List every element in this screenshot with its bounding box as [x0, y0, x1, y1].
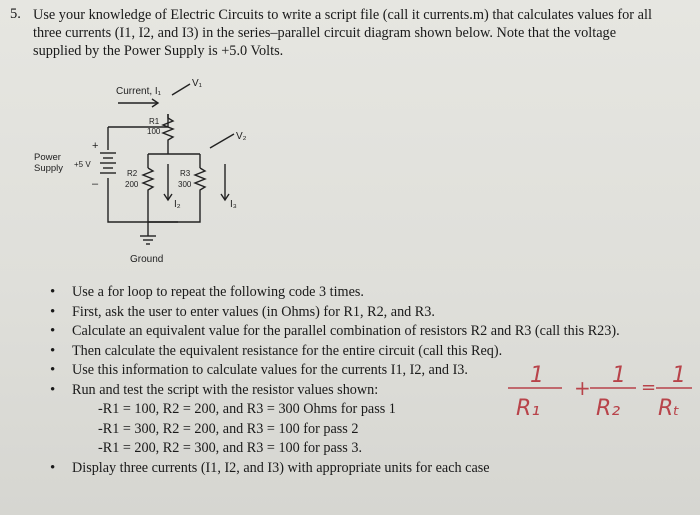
supply-label: Supply [34, 163, 64, 174]
r3-value: 300 [178, 180, 192, 189]
r3-name: R3 [180, 169, 191, 178]
plus-sign: + [92, 140, 99, 152]
hw-numerator-3: 1 [672, 363, 686, 388]
sub-list-item: -R1 = 300, R2 = 200, and R3 = 100 for pass 2 [98, 420, 359, 437]
hw-equals: = [641, 377, 657, 398]
i2-label: I₂ [174, 199, 181, 210]
bullet-point: • [50, 381, 56, 398]
list-item [50, 322, 650, 342]
power-label: Power [34, 152, 61, 163]
bullet-point: • [50, 362, 56, 378]
v1-leader [172, 84, 190, 95]
hw-denominator-2: R₂ [596, 396, 621, 421]
list-item-text: Display three currents (I1, I2, and I3) with appropriate units for each case [72, 459, 490, 476]
voltage-label: +5 V [74, 160, 91, 169]
list-item-text: Calculate an equivalent value for the parallel combination of resistors R2 and R3 (call this R23). [72, 323, 620, 339]
question-number: 5. [10, 6, 21, 22]
bullet-point: • [50, 459, 56, 476]
minus-sign: – [92, 178, 99, 190]
ground-label: Ground [130, 254, 164, 265]
wire-node [148, 146, 200, 154]
list-item [50, 303, 650, 323]
bullet-point: • [50, 303, 56, 320]
list-item-text: Use a for loop to repeat the following code 3 times. [72, 284, 364, 300]
r2-name: R2 [127, 169, 138, 178]
intro-line: supplied by the Power Supply is +5.0 Volts. [33, 43, 284, 59]
list-item-text: First, ask the user to enter values (in Ohms) for R1, R2, and R3. [72, 303, 435, 320]
intro-line: Use your knowledge of Electric Circuits to write a script file (call it currents.m) that calculates values for all [33, 7, 652, 23]
hw-numerator-2: 1 [612, 363, 626, 388]
v2-leader [210, 134, 234, 148]
hw-denominator-3: Rₜ [658, 396, 680, 421]
bullet-point: • [50, 284, 56, 300]
list-item-text: Use this information to calculate values for the currents I1, I2, and I3. [72, 362, 468, 378]
i3-label: I₃ [230, 199, 237, 210]
current-label: Current, I₁ [116, 86, 162, 97]
r2-value: 200 [125, 180, 139, 189]
r1-name: R1 [149, 117, 160, 126]
list-item [50, 283, 650, 303]
v2-label: V₂ [236, 131, 247, 142]
hw-numerator-1: 1 [530, 363, 544, 388]
list-item-text: Run and test the script with the resistor values shown: [72, 381, 379, 398]
r1-value: 100 [147, 127, 161, 136]
r3-resistor [148, 168, 205, 222]
hw-denominator-1: R₁ [516, 396, 541, 421]
r2-resistor [143, 168, 153, 222]
list-item-text: Then calculate the equivalent resistance for the entire circuit (call this Req). [72, 342, 503, 359]
bullet-point: • [50, 342, 56, 359]
hw-plus: + [574, 376, 591, 400]
v1-label: V₁ [192, 78, 203, 89]
r1-resistor [163, 114, 173, 146]
sub-list-item: -R1 = 100, R2 = 200, and R3 = 300 Ohms for pass 1 [98, 401, 396, 417]
intro-line: three currents (I1, I2, and I3) in the series–parallel circuit diagram shown below. Note that the voltage [33, 25, 617, 41]
handwritten-formula [490, 355, 695, 430]
bullet-point: • [50, 323, 56, 339]
sub-list-item: -R1 = 200, R2 = 300, and R3 = 100 for pass 3. [98, 440, 362, 456]
list-item [50, 459, 650, 479]
